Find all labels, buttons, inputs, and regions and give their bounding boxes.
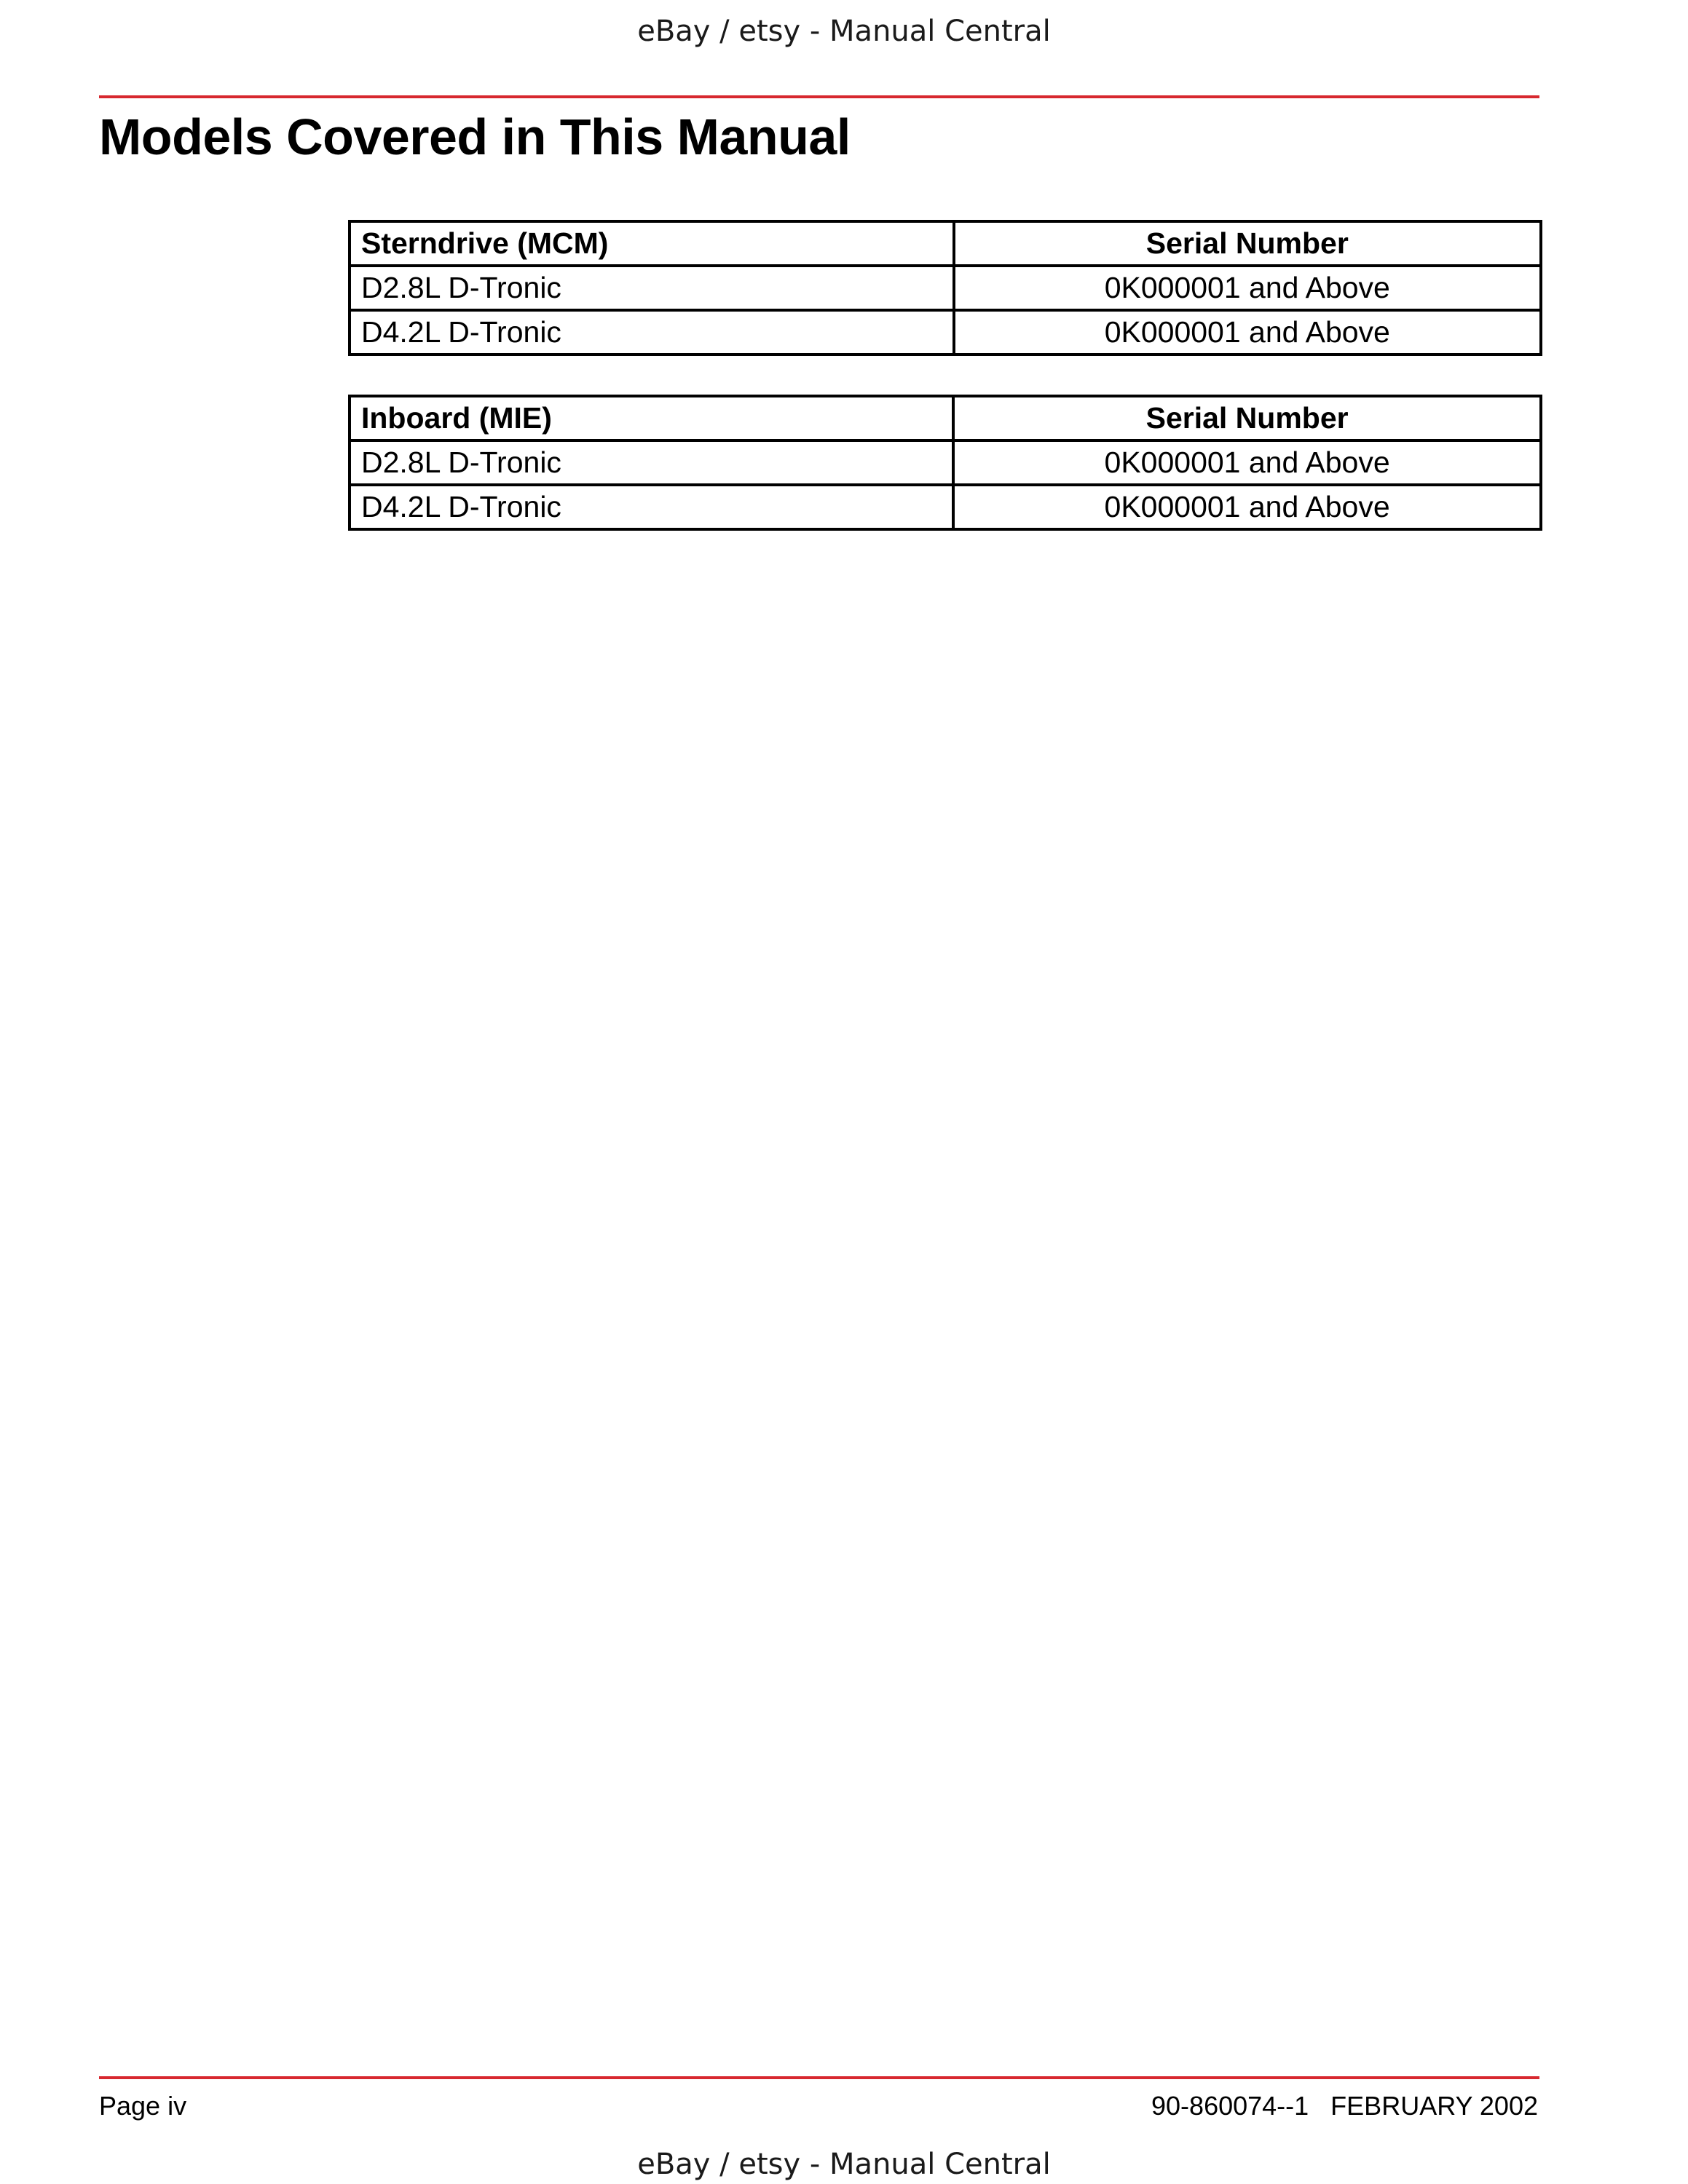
model-cell: D2.8L D-Tronic bbox=[350, 266, 954, 310]
column-header-serial: Serial Number bbox=[954, 221, 1541, 266]
document-number-date: 90-860074--1 FEBRUARY 2002 bbox=[1151, 2091, 1538, 2121]
sterndrive-models-table bbox=[348, 220, 1542, 356]
page-title: Models Covered in This Manual bbox=[99, 108, 851, 165]
table-row bbox=[350, 266, 1541, 310]
page-number: Page iv bbox=[99, 2091, 187, 2121]
column-header-model: Inboard (MIE) bbox=[350, 396, 953, 440]
watermark-bottom: eBay / etsy - Manual Central bbox=[637, 2148, 1051, 2181]
column-header-serial: Serial Number bbox=[953, 396, 1541, 440]
header-rule bbox=[99, 95, 1539, 98]
table-row bbox=[350, 440, 1541, 485]
model-cell: D2.8L D-Tronic bbox=[350, 440, 953, 485]
serial-cell: 0K000001 and Above bbox=[954, 266, 1541, 310]
serial-cell: 0K000001 and Above bbox=[953, 485, 1541, 529]
inboard-models-table bbox=[348, 395, 1542, 531]
serial-cell: 0K000001 and Above bbox=[953, 440, 1541, 485]
table-row bbox=[350, 310, 1541, 355]
table-row bbox=[350, 485, 1541, 529]
serial-cell: 0K000001 and Above bbox=[954, 310, 1541, 355]
column-header-model: Sterndrive (MCM) bbox=[350, 221, 954, 266]
model-cell: D4.2L D-Tronic bbox=[350, 485, 953, 529]
footer-rule bbox=[99, 2076, 1539, 2079]
watermark-top: eBay / etsy - Manual Central bbox=[637, 15, 1051, 48]
table-header-row bbox=[350, 396, 1541, 440]
table-header-row bbox=[350, 221, 1541, 266]
model-cell: D4.2L D-Tronic bbox=[350, 310, 954, 355]
